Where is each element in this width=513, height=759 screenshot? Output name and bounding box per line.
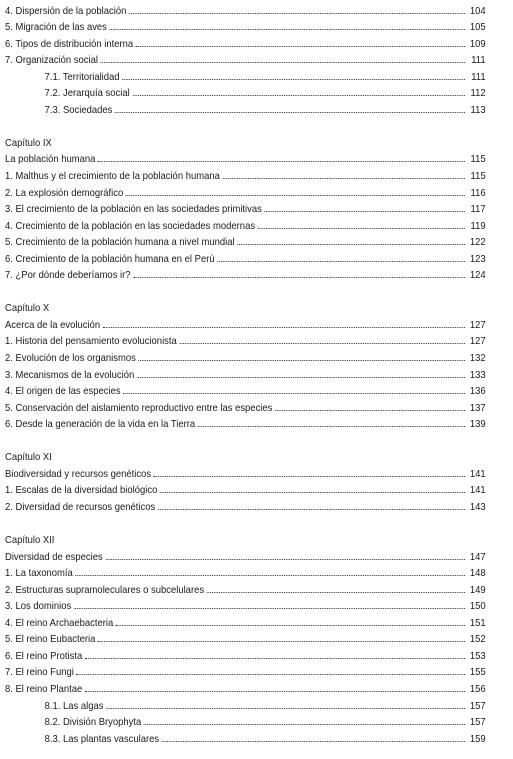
toc-entry[interactable] — [5, 463, 486, 480]
page-number: 155 — [469, 666, 486, 679]
section-gap — [5, 281, 485, 298]
entry-title: 1. La taxonomía — [5, 567, 73, 580]
page-number: 141 — [469, 484, 486, 497]
entry-title: 4. Crecimiento de la población en las sociedades modernas — [5, 219, 256, 232]
toc-entry[interactable] — [5, 563, 486, 580]
entry-title: 2. Estructuras supramoleculares o subcelulares — [5, 583, 205, 596]
entry-title: 3. Los dominios — [5, 600, 72, 613]
entry-title: 8.3. Las plantas vasculares — [44, 732, 160, 745]
entry-title: 4. El reino Archaebacteria — [5, 616, 114, 629]
toc-entry[interactable] — [5, 596, 486, 613]
dot-leader — [74, 608, 465, 609]
entry-title: 3. Mecanismos de la evolución — [5, 368, 135, 381]
dot-leader — [106, 708, 465, 709]
page-number: 127 — [469, 335, 486, 348]
dot-leader — [98, 641, 465, 642]
dot-leader — [110, 29, 465, 30]
dot-leader — [98, 161, 465, 162]
dot-leader — [217, 261, 465, 262]
entry-title: 1. Historia del pensamiento evolucionista — [5, 335, 177, 348]
entry-title: 7. Organización social — [5, 54, 98, 67]
entry-title: 5. Conservación del aislamiento reproductivo entre las especies — [5, 401, 273, 414]
toc-entry[interactable] — [5, 50, 486, 67]
page-number: 105 — [469, 21, 486, 34]
page-number: 156 — [469, 682, 486, 695]
toc-entry[interactable] — [5, 215, 486, 232]
page-number: 159 — [469, 732, 486, 745]
toc-subentry[interactable] — [5, 66, 486, 83]
dot-leader — [258, 228, 465, 229]
entry-title: 5. El reino Eubacteria — [5, 633, 96, 646]
page-number: 115 — [470, 170, 486, 183]
toc-entry[interactable] — [5, 662, 486, 679]
entry-title: 4. El origen de las especies — [5, 385, 121, 398]
toc-entry[interactable] — [5, 232, 486, 249]
dot-leader — [237, 244, 465, 245]
entry-title: 2. La explosión demográfico — [5, 186, 124, 199]
page-number: 119 — [470, 219, 486, 232]
toc-entry[interactable] — [5, 314, 486, 331]
page-number: 150 — [469, 600, 486, 613]
toc-entry[interactable] — [5, 546, 486, 563]
toc-entry[interactable] — [5, 265, 486, 282]
entry-title: 7. ¿Por dónde deberíamos ir? — [5, 269, 131, 282]
page-number: 109 — [469, 37, 486, 50]
dot-leader — [85, 691, 465, 692]
page-number: 148 — [469, 567, 486, 580]
dot-leader — [105, 559, 464, 560]
section-gap — [5, 430, 485, 447]
dot-leader — [116, 625, 465, 626]
dot-leader — [179, 343, 464, 344]
entry-title: 1. Escalas de la diversidad biológico — [5, 484, 158, 497]
toc-entry[interactable] — [5, 381, 486, 398]
dot-leader — [85, 658, 465, 659]
toc-subentry[interactable] — [5, 695, 486, 712]
chapter-heading — [5, 530, 485, 547]
dot-leader — [265, 211, 465, 212]
chapter-title: Capítulo XI — [5, 451, 52, 464]
dot-leader — [77, 674, 465, 675]
page-number: 153 — [469, 649, 486, 662]
entry-title: 5. Migración de las aves — [5, 21, 107, 34]
page-number: 151 — [469, 616, 486, 629]
page-number: 115 — [470, 153, 486, 166]
toc-entry[interactable] — [5, 149, 486, 166]
dot-leader — [158, 509, 465, 510]
dot-leader — [101, 62, 465, 63]
toc-entry[interactable] — [5, 397, 486, 414]
chapter-title: Capítulo IX — [5, 136, 52, 149]
page-number: 141 — [469, 467, 486, 480]
entry-title: 4. Dispersión de la población — [5, 4, 127, 17]
dot-leader — [207, 592, 465, 593]
dot-leader — [198, 426, 465, 427]
entry-title: 7. El reino Fungi — [5, 666, 74, 679]
toc-entry[interactable] — [5, 579, 486, 596]
page-number: 123 — [469, 252, 486, 265]
dot-leader — [223, 178, 465, 179]
toc-subentry[interactable] — [5, 99, 486, 116]
toc-entry[interactable] — [5, 629, 486, 646]
page-number: 137 — [469, 401, 486, 414]
page-number: 111 — [471, 70, 486, 83]
entry-title: 7.1. Territorialidad — [44, 70, 120, 83]
dot-leader — [137, 377, 465, 378]
toc-entry[interactable] — [5, 248, 486, 265]
dot-leader — [133, 277, 465, 278]
entry-title: 6. Desde la generación de la vida en la Tierra — [5, 418, 196, 431]
page-number: 147 — [469, 550, 486, 563]
entry-title: La población humana — [5, 153, 96, 166]
dot-leader — [136, 46, 465, 47]
entry-title: 6. Tipos de distribución interna — [5, 37, 134, 50]
toc-entry[interactable] — [5, 17, 486, 34]
page-number: 132 — [469, 352, 486, 365]
dot-leader — [154, 476, 465, 477]
toc-entry[interactable] — [5, 199, 486, 216]
toc-entry[interactable] — [5, 612, 486, 629]
entry-title: 7.2. Jerarquía social — [44, 87, 130, 100]
page-number: 136 — [469, 385, 486, 398]
toc-entry[interactable] — [5, 347, 486, 364]
chapter-heading — [5, 298, 485, 315]
entry-title: 2. Diversidad de recursos genéticos — [5, 500, 156, 513]
page-number: 157 — [469, 716, 486, 729]
page-number: 104 — [469, 4, 486, 17]
entry-title: 8.1. Las algas — [44, 699, 104, 712]
page-number: 122 — [469, 236, 486, 249]
page-number: 124 — [469, 269, 486, 282]
entry-title: 1. Malthus y el crecimiento de la población humana — [5, 170, 220, 183]
toc-entry[interactable] — [5, 182, 486, 199]
dot-leader — [75, 575, 464, 576]
chapter-title: Capítulo X — [5, 302, 50, 315]
entry-title: Biodiversidad y recursos genéticos — [5, 467, 152, 480]
toc-subentry[interactable] — [5, 728, 486, 745]
entry-title: 6. Crecimiento de la población humana en el Perú — [5, 252, 215, 265]
entry-title: 8.2. División Bryophyta — [44, 716, 142, 729]
page-number: 117 — [470, 203, 486, 216]
entry-title: Diversidad de especies — [5, 550, 103, 563]
dot-leader — [123, 393, 465, 394]
page-number: 116 — [470, 186, 486, 199]
dot-leader — [122, 79, 465, 80]
entry-title: Acerca de la evolución — [5, 318, 101, 331]
toc-entry[interactable] — [5, 0, 486, 17]
dot-leader — [129, 13, 465, 14]
chapter-title: Capítulo XII — [5, 534, 55, 547]
page-number: 113 — [470, 103, 486, 116]
toc-entry[interactable] — [5, 364, 486, 381]
dot-leader — [126, 195, 465, 196]
dot-leader — [275, 410, 465, 411]
section-gap — [5, 513, 485, 530]
dot-leader — [139, 360, 465, 361]
entry-title: 7.3. Sociedades — [44, 103, 113, 116]
page-number: 157 — [469, 699, 486, 712]
dot-leader — [115, 112, 465, 113]
page-number: 143 — [469, 500, 486, 513]
toc-entry[interactable] — [5, 165, 486, 182]
page-number: 133 — [469, 368, 486, 381]
toc-subentry[interactable] — [5, 83, 486, 100]
entry-title: 8. El reino Plantae — [5, 682, 83, 695]
toc-subentry[interactable] — [5, 712, 486, 729]
toc-entry[interactable] — [5, 496, 486, 513]
dot-leader — [103, 327, 465, 328]
page-number: 111 — [471, 54, 486, 67]
chapter-heading — [5, 447, 485, 464]
toc-entry[interactable] — [5, 645, 486, 662]
toc-list — [5, 0, 485, 745]
entry-title: 2. Evolución de los organismos — [5, 352, 136, 365]
page-number: 152 — [469, 633, 486, 646]
section-gap — [5, 116, 485, 133]
entry-title: 3. El crecimiento de la población en las sociedades primitivas — [5, 203, 262, 216]
toc-entry[interactable] — [5, 480, 486, 497]
dot-leader — [162, 741, 465, 742]
toc-entry[interactable] — [5, 331, 486, 348]
page-number: 139 — [469, 418, 486, 431]
toc-entry[interactable] — [5, 414, 486, 431]
dot-leader — [132, 95, 464, 96]
toc-entry[interactable] — [5, 678, 486, 695]
dot-leader — [144, 724, 465, 725]
entry-title: 6. El reino Protista — [5, 649, 83, 662]
chapter-heading — [5, 132, 485, 149]
page-number: 149 — [469, 583, 486, 596]
toc-entry[interactable] — [5, 33, 486, 50]
entry-title: 5. Crecimiento de la población humana a nivel mundial — [5, 236, 235, 249]
page-number: 127 — [469, 318, 486, 331]
page-number: 112 — [470, 87, 486, 100]
dot-leader — [160, 492, 465, 493]
